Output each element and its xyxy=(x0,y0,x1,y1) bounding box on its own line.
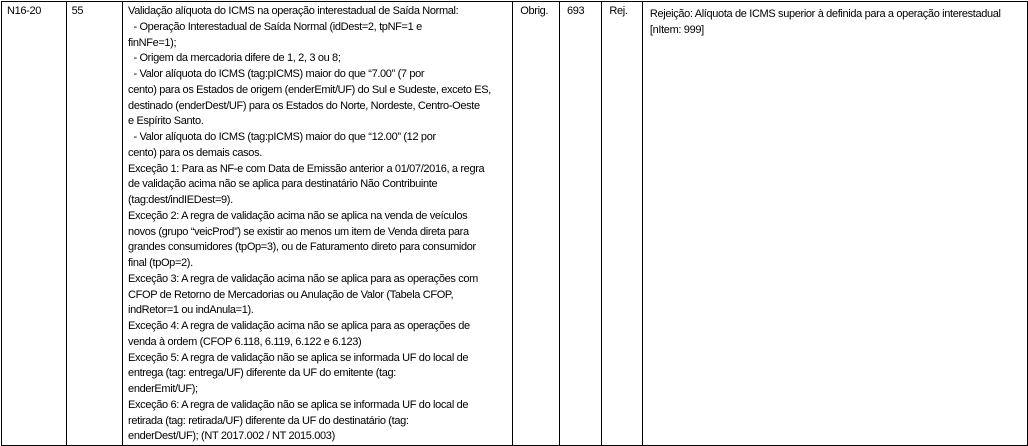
description-line: - Origem da mercadoria difere de 1, 2, 3 ou 8; xyxy=(128,52,341,65)
description-line: de validação acima não se aplica para destinatário Não Contribuinte xyxy=(128,178,438,191)
description-line: destinado (enderDest/UF) para os Estados do Norte, Nordeste, Centro-Oeste xyxy=(128,99,480,112)
description-line: (tag:dest/indIEDest=9). xyxy=(128,194,233,206)
message-line: Rejeição: Alíquota de ICMS superior à definida para a operação interestadual xyxy=(649,8,1001,20)
description-line: grandes consumidores (tpOp=3), ou de Faturamento direto para consumidor xyxy=(128,241,476,254)
description-line: - Valor alíquota do ICMS (tag:pICMS) maior do que “7.00” (7 por xyxy=(128,68,425,80)
description-line: Exceção 2: A regra de validação acima não se aplica na venda de veículos xyxy=(128,209,468,222)
field-cell: N16-20 xyxy=(2,2,67,446)
message-cell xyxy=(642,2,1027,446)
description-line: cento) para os demais casos. xyxy=(128,146,262,159)
description-line: final (tpOp=2). xyxy=(128,257,193,269)
description-line: Exceção 4: A regra de validação acima não se aplica para as operações de xyxy=(128,320,470,332)
model-cell: 55 xyxy=(66,2,122,446)
description-line: Exceção 3: A regra de validação acima não se aplica para as operações com xyxy=(128,272,478,285)
description-line: cento) para os Estados de origem (enderEmit/UF) do Sul e Sudeste, exceto ES, xyxy=(128,83,491,96)
description-line: Exceção 5: A regra de validação não se aplica se informada UF do local de xyxy=(128,351,469,364)
description-line: Validação alíquota do ICMS na operação interestadual de Saída Normal: xyxy=(128,5,459,17)
description-line: e Espírito Santo. xyxy=(128,115,204,128)
effect-cell: Rej. xyxy=(602,2,643,446)
description-cell xyxy=(123,2,513,446)
description-line: finNFe=1); xyxy=(128,36,177,49)
description-line: Exceção 6: A regra de validação não se aplica se informada UF do local de xyxy=(128,398,469,411)
description-line: enderEmit/UF); xyxy=(128,383,198,395)
code-cell: 693 xyxy=(559,2,601,446)
description-line: Exceção 1: Para as NF-e com Data de Emissão anterior a 01/07/2016, a regra xyxy=(128,162,485,175)
applicability-cell: Obrig. xyxy=(513,2,560,446)
description-line: - Valor alíquota do ICMS (tag:pICMS) maior do que “12.00” (12 por xyxy=(128,131,436,143)
description-line: - Operação Interestadual de Saída Normal (idDest=2, tpNF=1 e xyxy=(128,20,422,33)
description-line: retirada (tag: retirada/UF) diferente da UF do destinatário (tag: xyxy=(128,414,409,427)
description-line: entrega (tag: entrega/UF) diferente da UF do emitente (tag: xyxy=(128,367,396,380)
description-line: CFOP de Retorno de Mercadorias ou Anulação de Valor (Tabela CFOP, xyxy=(128,288,454,301)
description-line: indRetor=1 ou indAnula=1). xyxy=(128,304,254,317)
description-line: novos (grupo “veicProd”) se existir ao menos um item de Venda direta para xyxy=(128,225,469,238)
message-line: [nItem: 999] xyxy=(649,23,704,36)
description-line: enderDest/UF); (NT 2017.002 / NT 2015.003) xyxy=(128,430,335,443)
description-line: venda à ordem (CFOP 6.118, 6.119, 6.122 e 6.123) xyxy=(128,335,362,348)
validation-rules-table xyxy=(1,1,1028,446)
table-row xyxy=(2,2,1028,446)
